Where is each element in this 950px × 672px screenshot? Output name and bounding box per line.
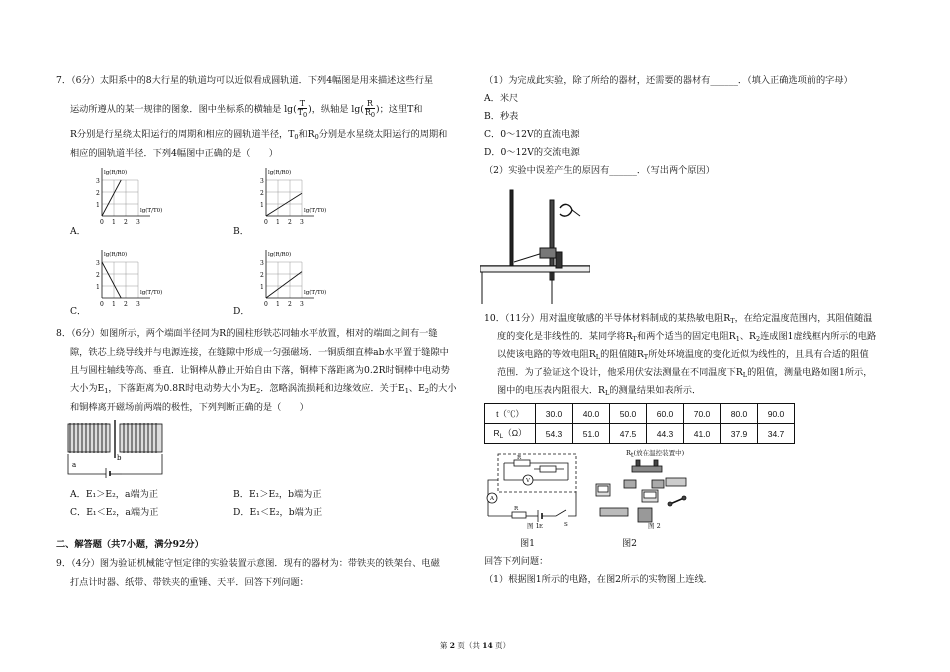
q10-sub1: （1）根据图1所示的电路，在图2所示的实物图上连线． [484,574,713,585]
table-row-temperature [485,404,795,424]
x-tick-label: 3 [300,219,304,226]
fig2-top-caption: Rt(放在温控装置中) [626,449,685,459]
y-tick-label: 3 [96,260,100,267]
y-tick-label: 3 [260,178,264,185]
x-tick-label: 1 [112,301,116,308]
q8-line3: 且与圆柱轴线等高、垂直．让铜棒从静止开始自由下落，铜棒下落距离为0.2R时铜棒中电动势 [70,365,450,376]
q9-option-c[interactable]: C．0～12V的直流电源 [484,129,580,140]
page-total: 14 [482,641,493,650]
q8-option-a[interactable]: A．E₁＞E₂，a端为正 [70,489,159,500]
x-tick-label: 0 [100,219,104,226]
q7-option-a[interactable]: A． [70,226,86,237]
graph-line [102,262,121,298]
table-cell: 44.3 [647,424,684,444]
table-cell: 50.0 [610,404,647,424]
x-tick-label: 2 [124,301,128,308]
y-tick-label: 1 [96,284,100,291]
y-tick-label: 3 [96,178,100,185]
x-tick-label: 2 [288,219,292,226]
x-tick-label: 3 [300,301,304,308]
table-cell: 41.0 [684,424,721,444]
q9-line2: 打点计时器、纸带、带铁夹的重锤、天平．回答下列问题： [70,577,309,588]
q7-graph-c [88,248,164,314]
graph-line [102,180,121,216]
fig1-label-r: R [514,506,519,512]
q9-sub1: （1）为完成此实验，除了所给的器材，还需要的器材有______．（填入正确选项前的字母） [484,75,853,86]
graph-grid [266,180,302,216]
table-cell: 47.5 [610,424,647,444]
x-tick-label: 1 [276,301,280,308]
graph-line [266,193,302,216]
q10-line4: 范围．为了验证这个设计，他采用伏安法测量在不同温度下$R_L$的阻值，测量电路如图1所示， [497,367,873,379]
fig1-label-e: E [539,524,544,530]
q9-line1: 9．（4分）图为验证机械能守恒定律的实验装置示意图．现有的器材为：带铁夹的铁架台、电磁 [56,558,440,569]
x-axis-label: lg(T/T0) [304,290,327,296]
y-tick-label: 2 [96,272,100,279]
q9-option-d[interactable]: D．0～12V的交流电源 [484,147,580,158]
y-tick-label: 2 [96,190,100,197]
graph-line [266,272,302,298]
x-tick-label: 0 [100,301,104,308]
q8-line4: 大小为$E_1$，下落距离为0.8R时电动势大小为$E_2$．忽略涡流损耗和边缘效应．关于$E_1$、$E_2$的大小 [70,383,457,395]
page-number: 2 [449,641,455,650]
table-cell: 90.0 [758,404,795,424]
table-cell: 70.0 [684,404,721,424]
q10-line5: 图中的电压表内阻很大．$R_L$的测量结果如表所示． [497,385,702,397]
q8-line5: 和铜棒离开磁场前两端的极性，下列判断正确的是（ ） [70,402,309,413]
q7-option-b[interactable]: B． [233,226,249,237]
y-tick-label: 2 [260,272,264,279]
q7-frac-t: $\frac{T}{T_0}$ [297,99,308,119]
q8-coil-figure [66,418,170,484]
table-header-resistance: $R_L(\Omega)$ [485,424,536,444]
q9-sub2: （2）实验中误差产生的原因有______．（写出两个原因） [484,165,715,176]
x-tick-label: 3 [136,219,140,226]
graph-grid [266,262,302,298]
fig1-small-caption: 图 1 [527,522,540,530]
fig1-label-ammeter: A [490,496,494,502]
table-row-resistance [485,424,795,444]
y-axis-label: lg(R/R0) [104,252,128,258]
q10-answer-intro: 回答下列问题： [484,556,549,567]
q7-graph-a [88,166,164,232]
q8-label-b: b [117,454,122,462]
q7-frac-r: $\frac{R}{R_0}$ [364,99,375,119]
y-tick-label: 1 [96,202,100,209]
fig2-caption: 图2 [622,538,638,549]
q8-line1: 8．（6分）如图所示，两个端面半径同为R的圆柱形铁芯同轴水平放置，相对的端面之间有一缝 [56,328,438,339]
table-cell: 80.0 [721,404,758,424]
section-2-title: 二、解答题（共7小题，满分92分） [56,539,204,550]
fig1-label-r1: R [517,455,522,461]
q8-option-c[interactable]: C．E₁＜E₂，a端为正 [70,507,159,518]
q7-option-d[interactable]: D． [233,306,250,317]
table-cell: 34.7 [758,424,795,444]
q10-line1: 10．（11分）用对温度敏感的半导体材料制成的某热敏电阻$R_T$，在给定温度范围内，其阻值随温 [484,313,873,325]
q8-line2: 隙，铁芯上绕导线并与电源连接，在缝隙中形成一匀强磁场．一铜质细直棒ab水平置于缝隙中 [70,347,449,358]
q7-line1: 7．（6分）太阳系中的8大行星的轨道均可以近似看成圆轨道．下列4幅图是用来描述这些行星 [56,75,434,86]
q9-option-a[interactable]: A．米尺 [484,93,519,104]
page-footer: 第 2 页（共 14 页） [439,641,511,650]
x-tick-label: 2 [288,301,292,308]
fig1-caption: 图1 [520,538,536,549]
table-cell: 51.0 [573,424,610,444]
y-axis-label: lg(R/R0) [268,170,292,176]
q9-option-b[interactable]: B．秒表 [484,111,519,122]
x-tick-label: 3 [136,301,140,308]
q8-option-d[interactable]: D．E₁＜E₂，b端为正 [233,507,323,518]
q10-line3: 以使该电路的等效电阻$R_L$的阻值随$R_T$所处环境温度的变化近似为线性的，且具有合适的阻值 [497,349,869,361]
y-tick-label: 3 [260,260,264,267]
graph-grid [102,180,138,216]
table-header-temperature: t（℃） [485,404,536,424]
q7-graph-d [252,248,328,314]
table-cell: 60.0 [647,404,684,424]
q9-apparatus-figure [480,186,590,310]
x-tick-label: 1 [112,219,116,226]
y-axis-label: lg(R/R0) [104,170,128,176]
x-axis-label: lg(T/T0) [140,208,163,214]
x-axis-label: lg(T/T0) [304,208,327,214]
y-tick-label: 1 [260,202,264,209]
table-cell: 54.3 [536,424,573,444]
q10-results-table [484,403,795,444]
q7-line2: 运动所遵从的某一规律的图象．图中坐标系的横轴是 $\lg(\frac{T}{T_0}$ )，纵轴是 $\lg(\frac{R}{R_0}$ )；这里T和 [70,99,423,119]
table-cell: 30.0 [536,404,573,424]
q7-graph-b [252,166,328,232]
table-cell: 40.0 [573,404,610,424]
graph-grid [102,262,138,298]
q7-line4: 相应的圆轨道半径．下列4幅图中正确的是（ ） [70,148,278,159]
x-tick-label: 2 [124,219,128,226]
q7-line3: R分别是行星绕太阳运行的周期和相应的圆轨道半径，$T_0$和$R_0$分别是水星绕太阳运行的周期和 [70,129,448,141]
q8-label-a: a [72,461,77,469]
x-axis-label: lg(T/T0) [140,290,163,296]
q8-option-b[interactable]: B．E₁＞E₂，b端为正 [233,489,322,500]
x-tick-label: 1 [276,219,280,226]
y-tick-label: 2 [260,190,264,197]
fig1-label-s: S [564,522,568,528]
fig2-small-caption: 图 2 [648,522,661,530]
y-tick-label: 1 [260,284,264,291]
y-axis-label: lg(R/R0) [268,252,292,258]
q7-option-c[interactable]: C． [70,306,87,317]
x-tick-label: 0 [264,219,268,226]
fig1-label-voltmeter: V [526,478,530,484]
x-tick-label: 0 [264,301,268,308]
q10-line2: 度的变化是非线性的．某同学将$R_T$和两个适当的固定电阻$R_1$、$R_2$连成图1虚线框内所示的电路 [497,331,877,343]
table-cell: 37.9 [721,424,758,444]
